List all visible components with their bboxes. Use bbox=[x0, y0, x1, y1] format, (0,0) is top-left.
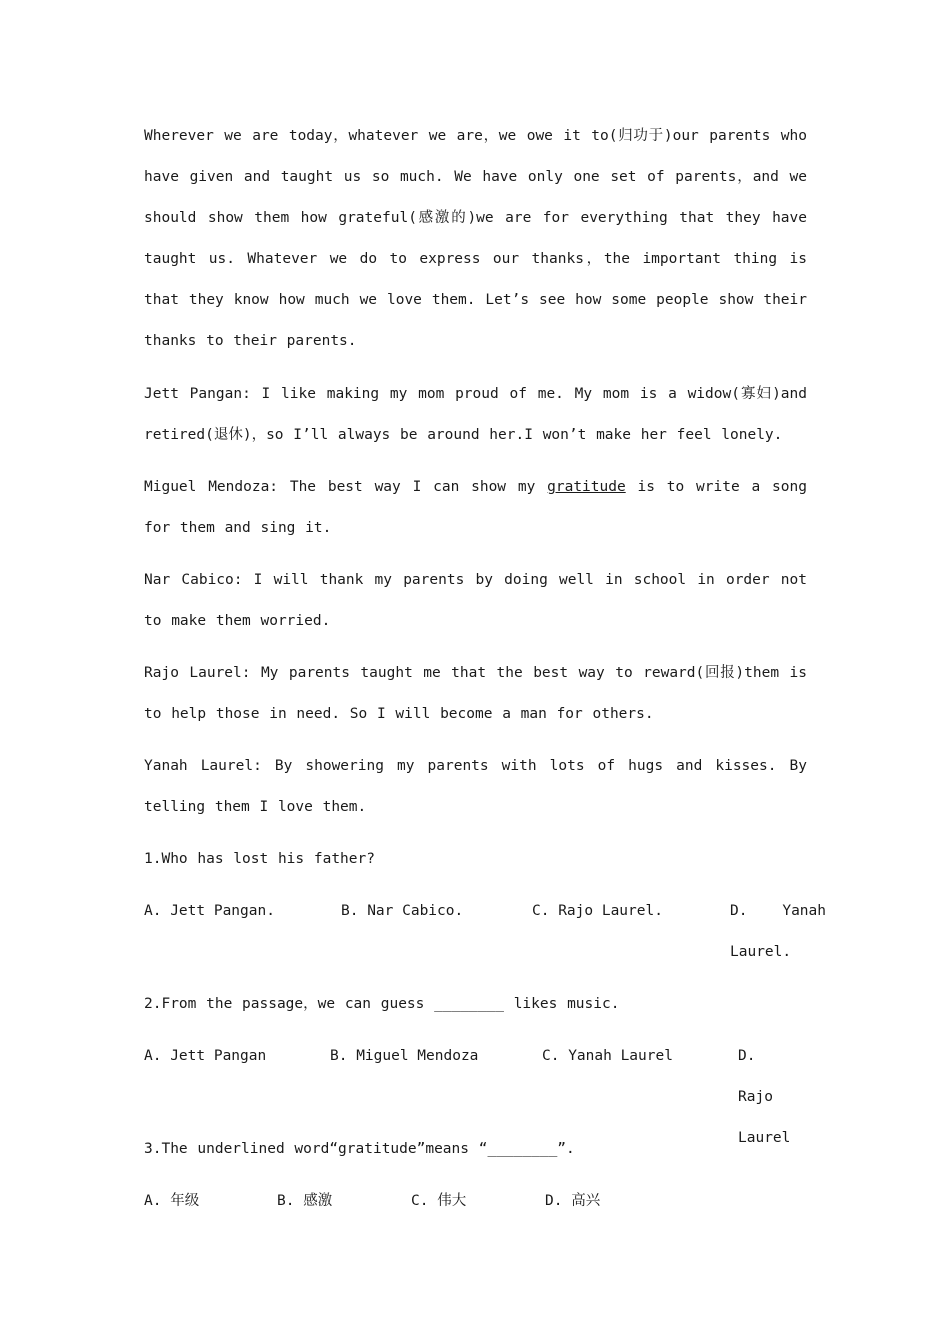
question-3-stem: 3.The underlined word“gratitude”means “________”. bbox=[144, 1141, 575, 1157]
question-1-option-c: C. Rajo Laurel. bbox=[532, 903, 663, 919]
passage-yanah-laurel: Yanah Laurel: By showering my parents with lots of hugs and kisses. By telling them I love them. bbox=[144, 758, 807, 815]
passage-nar-cabico: Nar Cabico: I will thank my parents by doing well in school in order not to make them worried. bbox=[144, 572, 807, 629]
question-1-option-d: D. Yanah Laurel. bbox=[730, 903, 826, 960]
question-3-option-c: C. 伟大 bbox=[411, 1193, 467, 1209]
question-2-option-d: D. Rajo Laurel bbox=[738, 1048, 791, 1146]
question-1-options bbox=[144, 891, 826, 973]
question-2-option-c: C. Yanah Laurel bbox=[542, 1048, 673, 1064]
question-3-options bbox=[144, 1181, 807, 1222]
passage-miguel-mendoza bbox=[144, 467, 807, 549]
question-3-option-a: A. 年级 bbox=[144, 1193, 200, 1209]
question-2-stem: 2.From the passage，we can guess ________ likes music. bbox=[144, 996, 620, 1012]
miguel-text-after: is to write a song for them and sing it. bbox=[144, 479, 807, 536]
question-2-option-b: B. Miguel Mendoza bbox=[330, 1048, 479, 1064]
question-1-option-a: A. Jett Pangan. bbox=[144, 903, 275, 919]
question-1-option-b: B. Nar Cabico. bbox=[341, 903, 464, 919]
underlined-word-gratitude: gratitude bbox=[547, 479, 626, 495]
question-1-stem: 1.Who has lost his father? bbox=[144, 851, 375, 867]
question-3-option-b: B. 感激 bbox=[277, 1193, 333, 1209]
miguel-text-before: Miguel Mendoza: The best way I can show my bbox=[144, 479, 548, 495]
question-2-option-a: A. Jett Pangan bbox=[144, 1048, 267, 1064]
passage-rajo-laurel: Rajo Laurel: My parents taught me that the best way to reward(回报)them is to help those in need. So I will become a man for others. bbox=[144, 665, 807, 722]
passage-jett-pangan: Jett Pangan: I like making my mom proud of me. My mom is a widow(寡妇)and retired(退休)，so I’ll always be around her.I won’t make her feel lonely. bbox=[144, 386, 807, 443]
question-2-options bbox=[144, 1036, 807, 1146]
passage-intro: Wherever we are today，whatever we are，we owe it to(归功于)our parents who have given and taught us so much. We have only one set of parents，and we should show them how grateful(感激的)we are for everything that they have taught us. Whatever we do to express our thanks，the important thing is that they know how much we love them. Let’s see how some people show their thanks to their parents. bbox=[144, 128, 807, 349]
question-3-option-d: D. 高兴 bbox=[545, 1193, 601, 1209]
